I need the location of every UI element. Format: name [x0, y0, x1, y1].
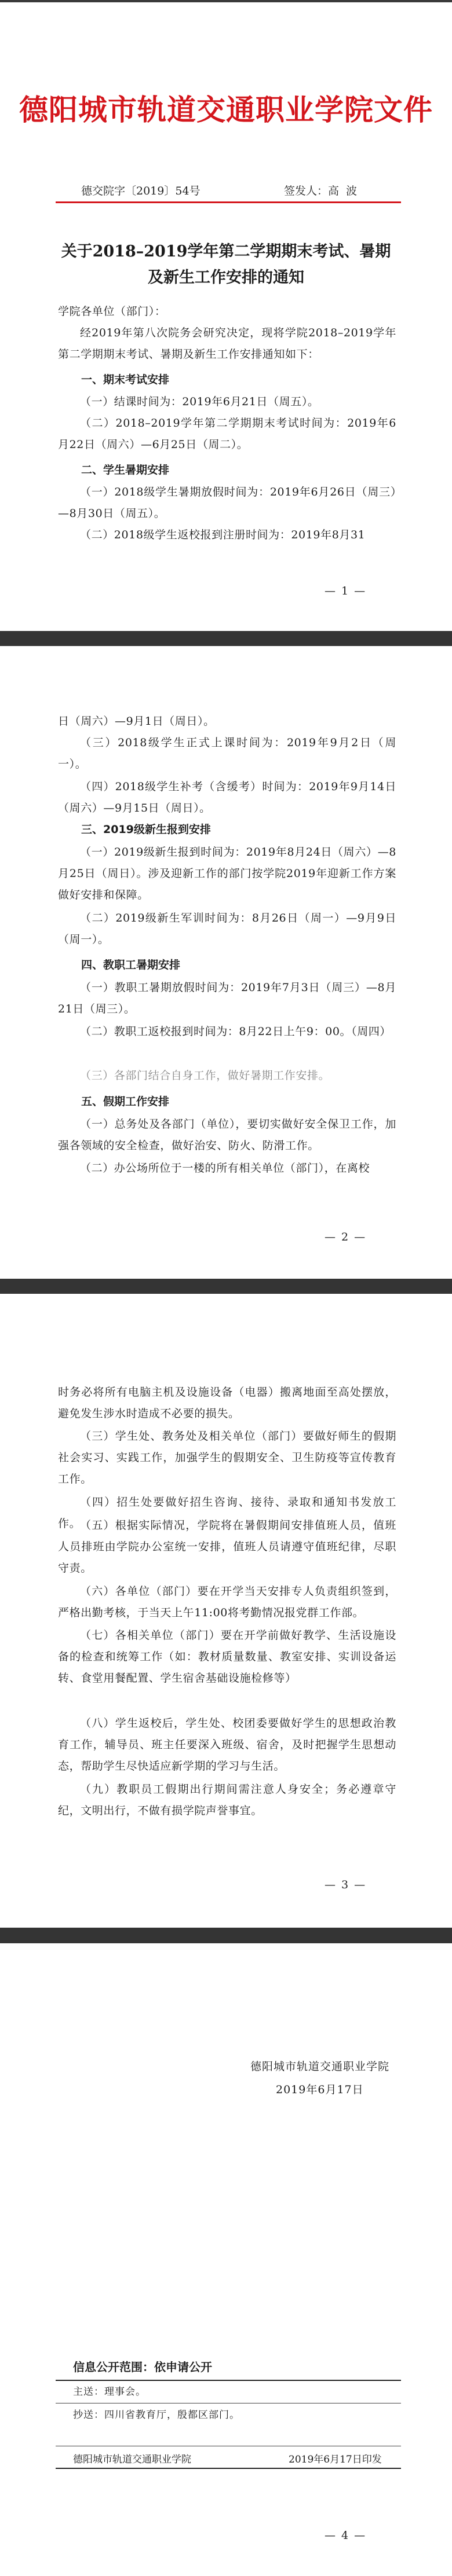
print-organization: 德阳城市轨道交通职业学院: [73, 2454, 191, 2465]
exam-period: （二）2018–2019学年第二学期期末考试时间为：2019年6月22日（周六）—6月25日（周二）。: [58, 417, 396, 451]
student-practice-safety: （三）学生处、教务处及相关单位（部门）要做好师生的假期社会实习、实践工作，加强学生的假期安全、卫生防疫等宣传教育工作。: [58, 1430, 396, 1485]
document-page-4: [0, 1943, 452, 2576]
freshman-registration: （一）2019级新生报到时间为：2019年8月24日（周六）—8月25日（周日）。涉及迎新工作的部门按学院2019年迎新工作方案做好安排和保障。: [58, 846, 396, 901]
student-class-start: （三）2018级学生正式上课时间为：2019年9月2日（周一）。: [58, 736, 396, 770]
document-page-2: [0, 646, 452, 1279]
page-number: — 3 —: [325, 1878, 367, 1891]
section-heading-exam: 一、期末考试安排: [81, 373, 170, 386]
student-return-registration-cont: 日（周六）—9月1日（周日）。: [58, 715, 215, 728]
duty-arrangement: （五）根据实际情况，学院将在暑假期间安排值班人员，值班人员排班由学院办公室统一安排，值班人员请遵守值班纪律，尽职守责。: [58, 1519, 396, 1575]
document-page-3: [0, 1294, 452, 1928]
section-heading-freshman: 三、2019级新生报到安排: [81, 823, 211, 836]
student-holiday-period: （一）2018级学生暑期放假时间为：2019年6月26日（周三）—8月30日（周五）。: [58, 486, 396, 520]
top-strip: [0, 0, 452, 2]
document-number: 德交院字〔2019〕54号: [81, 185, 201, 197]
main-recipient: 主送：理事会。: [73, 2386, 146, 2398]
student-ideological-work: （八）学生返校后，学生处、校团委要做好学生的思想政治教育工作，辅导员、班主任要深入班级、宿舍，及时把握学生思想动态，帮助学生尽快适应新学期的学习与生活。: [58, 1717, 396, 1773]
freshman-military-training: （二）2019级新生军训时间为：8月26日（周一）—9月9日（周一）。: [58, 912, 396, 946]
salutation: 学院各单位（部门）：: [58, 305, 166, 318]
print-date: 2019年6月17日印发: [289, 2454, 382, 2465]
footer-rule-top: [56, 2380, 401, 2381]
student-return-registration: （二）2018级学生返校报到注册时间为：2019年8月31: [80, 529, 366, 541]
document-red-header-title: 德阳城市轨道交通职业学院文件: [19, 93, 433, 127]
page-number: — 4 —: [325, 2529, 367, 2542]
facility-inspection: （七）各相关单位（部门）要在开学前做好教学、生活设施设备的检查和统筹工作（如：教材质量数量、教室安排、实训设备运转、食堂用餐配置、学生宿舍基础设施检修等）: [58, 1629, 396, 1685]
signature-date: 2019年6月17日: [276, 2083, 364, 2096]
section-heading-student-summer: 二、学生暑期安排: [81, 464, 170, 476]
page-number: — 1 —: [325, 585, 367, 597]
signature-school: 德阳城市轨道交通职业学院: [250, 2060, 390, 2073]
admissions-work: （四）招生处要做好招生咨询、接待、录取和通知书发放工作。: [58, 1496, 396, 1530]
staff-return: （二）教职工返校报到时间为：8月22日上午9：00。（周四）: [80, 1025, 392, 1038]
department-summer-arrangement: （三）各部门结合自身工作，做好暑期工作安排。: [80, 1069, 330, 1082]
ground-floor-offices: （二）办公场所位于一楼的所有相关单位（部门），在离校: [80, 1162, 370, 1175]
student-makeup-exam: （四）2018级学生补考（含缓考）时间为：2019年9月14日（周六）—9月15日（周日）。: [58, 780, 396, 814]
ground-floor-offices-cont: 时务必将所有电脑主机及设施设备（电器）搬离地面至高处摆放，避免发生涉水时造成不必要的损失。: [58, 1386, 396, 1420]
section-heading-staff-summer: 四、教职工暑期安排: [81, 959, 181, 971]
footer-rule-bottom: [56, 2468, 401, 2469]
cc-recipients: 抄送：四川省教育厅，殷都区部门。: [73, 2409, 240, 2421]
section-heading-holiday-work: 五、假期工作安排: [81, 1095, 170, 1108]
red-divider-line: [56, 201, 401, 203]
notice-title: [58, 238, 394, 291]
disclosure-scope: 信息公开范围：依申请公开: [73, 2360, 212, 2374]
attendance-check: （六）各单位（部门）要在开学当天安排专人负责组织签到，严格出勤考核，于当天上午11:00将考勤情况报党群工作部。: [58, 1585, 396, 1619]
staff-travel-safety: （九）教职员工假期出行期间需注意人身安全；务必遵章守纪，文明出行，不做有损学院声誉事宜。: [58, 1783, 396, 1817]
exam-end-of-class: （一）结课时间为：2019年6月21日（周五）。: [80, 395, 319, 408]
security-work: （一）总务处及各部门（单位），要切实做好安全保卫工作，加强各领域的安全检查，做好治安、防火、防滑工作。: [58, 1118, 396, 1152]
notice-title-line-2: 及新生工作安排的通知: [148, 269, 304, 287]
intro-paragraph: 经2019年第八次院务会研究决定，现将学院2018–2019学年第二学期期末考试、暑期及新生工作安排通知如下：: [58, 326, 396, 361]
signer: 签发人：高 波: [284, 185, 358, 197]
page-number: — 2 —: [325, 1231, 367, 1243]
staff-holiday-period: （一）教职工暑期放假时间为：2019年7月3日（周三）—8月21日（周三）。: [58, 981, 396, 1015]
document-page-1: [0, 0, 452, 631]
notice-title-line-1: 关于2018–2019学年第二学期期末考试、暑期: [61, 243, 391, 260]
